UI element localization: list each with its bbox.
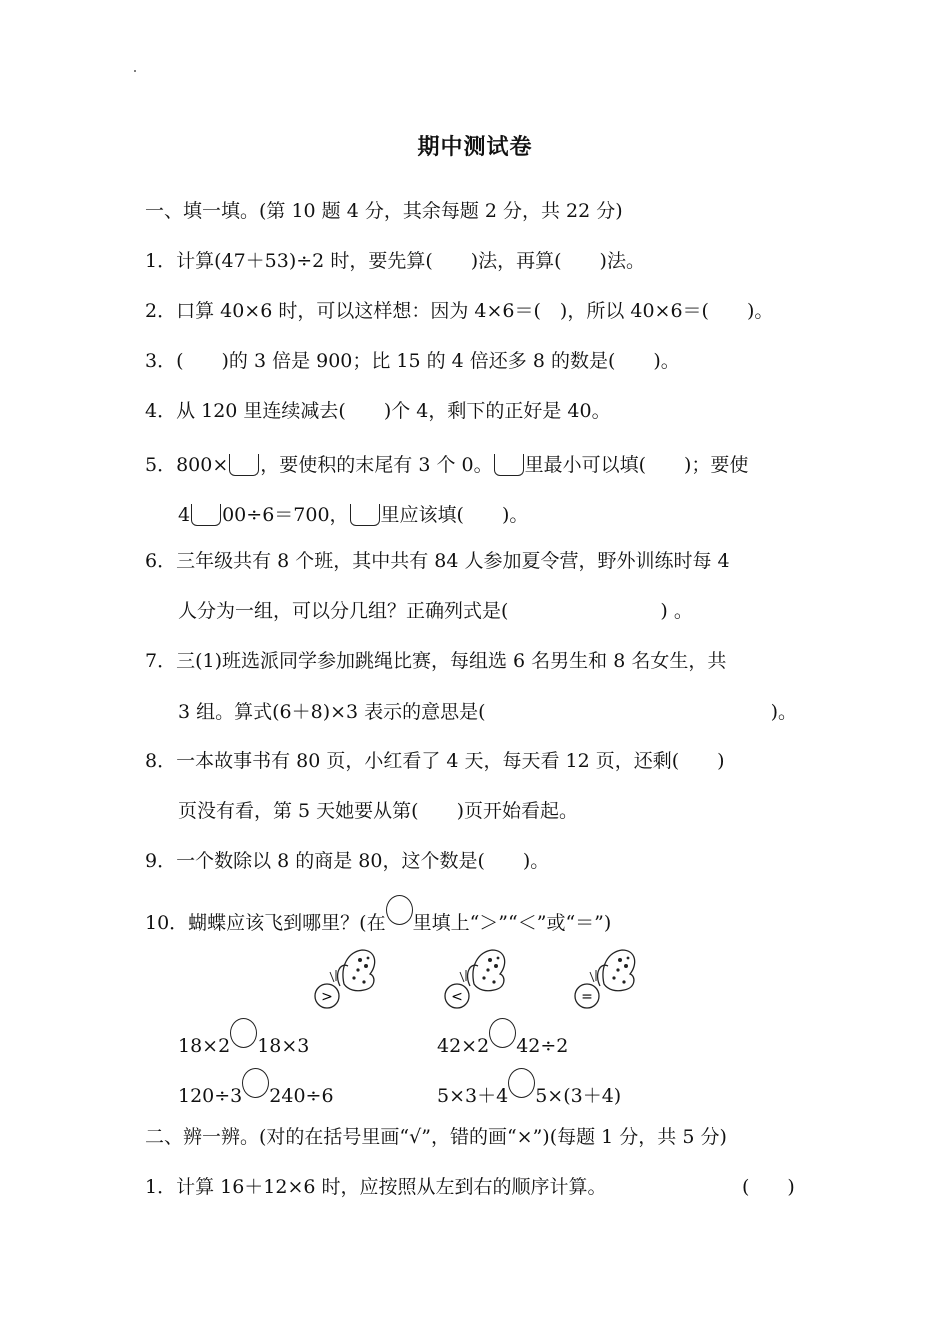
q10-text-b: 里填上“＞”“＜”或“＝”) [412, 912, 612, 934]
question-1-9: 9．一个数除以 8 的商是 80，这个数是( )。 [145, 850, 550, 872]
page-title: 期中测试卷 [417, 135, 533, 160]
q5-text-f: 里应该填( )。 [380, 504, 529, 526]
question-1-3: 3．( )的 3 倍是 900；比 15 的 4 倍还多 8 的数是( )。 [145, 350, 680, 372]
question-1-6-line-2: 人分为一组，可以分几组？正确列式是( ) 。 [178, 600, 693, 622]
scan-dot [134, 70, 136, 72]
cmp-left: 42×2 [437, 1035, 490, 1057]
cmp-right: 240÷6 [269, 1085, 334, 1107]
answer-box-icon [350, 504, 380, 526]
q5-text-d: 4 [178, 504, 191, 526]
question-1-7-line-1: 7．三(1)班选派同学参加跳绳比赛，每组选 6 名男生和 8 名女生，共 [145, 650, 727, 672]
butterfly-label: > [321, 989, 333, 1005]
comparison-3 [178, 1076, 334, 1111]
cmp-left: 5×3＋4 [437, 1085, 509, 1107]
cmp-right: 5×(3＋4) [535, 1085, 622, 1107]
section-1-heading: 一、填一填。(第 10 题 4 分，其余每题 2 分，共 22 分) [145, 200, 623, 222]
question-1-8-line-1: 8．一本故事书有 80 页，小红看了 4 天，每天看 12 页，还剩( ) [145, 750, 725, 772]
question-2-1: 1．计算 16＋12×6 时，应按照从左到右的顺序计算。 [145, 1176, 607, 1198]
cmp-left: 18×2 [178, 1035, 231, 1057]
answer-circle-icon [230, 1018, 257, 1048]
answer-circle-icon [242, 1068, 269, 1098]
comparison-2 [437, 1026, 568, 1061]
question-1-10 [145, 903, 825, 933]
butterfly-less-icon [440, 946, 510, 1016]
question-1-8-line-2: 页没有看，第 5 天她要从第( )页开始看起。 [178, 800, 578, 822]
comparison-4 [437, 1076, 621, 1111]
section-2-heading: 二、辨一辨。(对的在括号里画“√”，错的画“×”)(每题 1 分，共 5 分) [145, 1126, 727, 1148]
question-1-1: 1．计算(47＋53)÷2 时，要先算( )法，再算( )法。 [145, 250, 645, 272]
butterfly-label: < [451, 989, 463, 1005]
question-1-7-line-2: 3 组。算式(6＋8)×3 表示的意思是( )。 [178, 701, 798, 723]
answer-box-icon [229, 454, 259, 476]
comparison-1 [178, 1026, 309, 1061]
butterfly-greater-icon [310, 946, 380, 1016]
question-2-1-answer-blank: ( ) [742, 1176, 795, 1198]
question-1-2: 2．口算 40×6 时，可以这样想：因为 4×6＝( )，所以 40×6＝( )。 [145, 300, 774, 322]
butterfly-label: = [581, 989, 593, 1005]
answer-box-icon [191, 504, 221, 526]
question-1-5-line-2 [178, 500, 858, 530]
q5-text-e: 00÷6＝700， [222, 504, 349, 526]
question-1-5-line-1 [145, 450, 825, 480]
cmp-right: 18×3 [257, 1035, 310, 1057]
q5-text-b: ，要使积的末尾有 3 个 0。 [260, 454, 493, 476]
q5-text-c: 里最小可以填( )；要使 [524, 454, 749, 476]
answer-circle-icon [386, 895, 413, 925]
answer-circle-icon [489, 1018, 516, 1048]
q5-text-a: 5．800× [145, 454, 229, 476]
answer-circle-icon [508, 1068, 535, 1098]
cmp-right: 42÷2 [516, 1035, 569, 1057]
question-1-6-line-1: 6．三年级共有 8 个班，其中共有 84 人参加夏令营，野外训练时每 4 [145, 550, 730, 572]
answer-box-icon [494, 454, 524, 476]
butterfly-equal-icon [570, 946, 640, 1016]
question-1-4: 4．从 120 里连续减去( )个 4，剩下的正好是 40。 [145, 400, 611, 422]
q10-text-a: 10．蝴蝶应该飞到哪里？(在 [145, 912, 386, 934]
cmp-left: 120÷3 [178, 1085, 243, 1107]
